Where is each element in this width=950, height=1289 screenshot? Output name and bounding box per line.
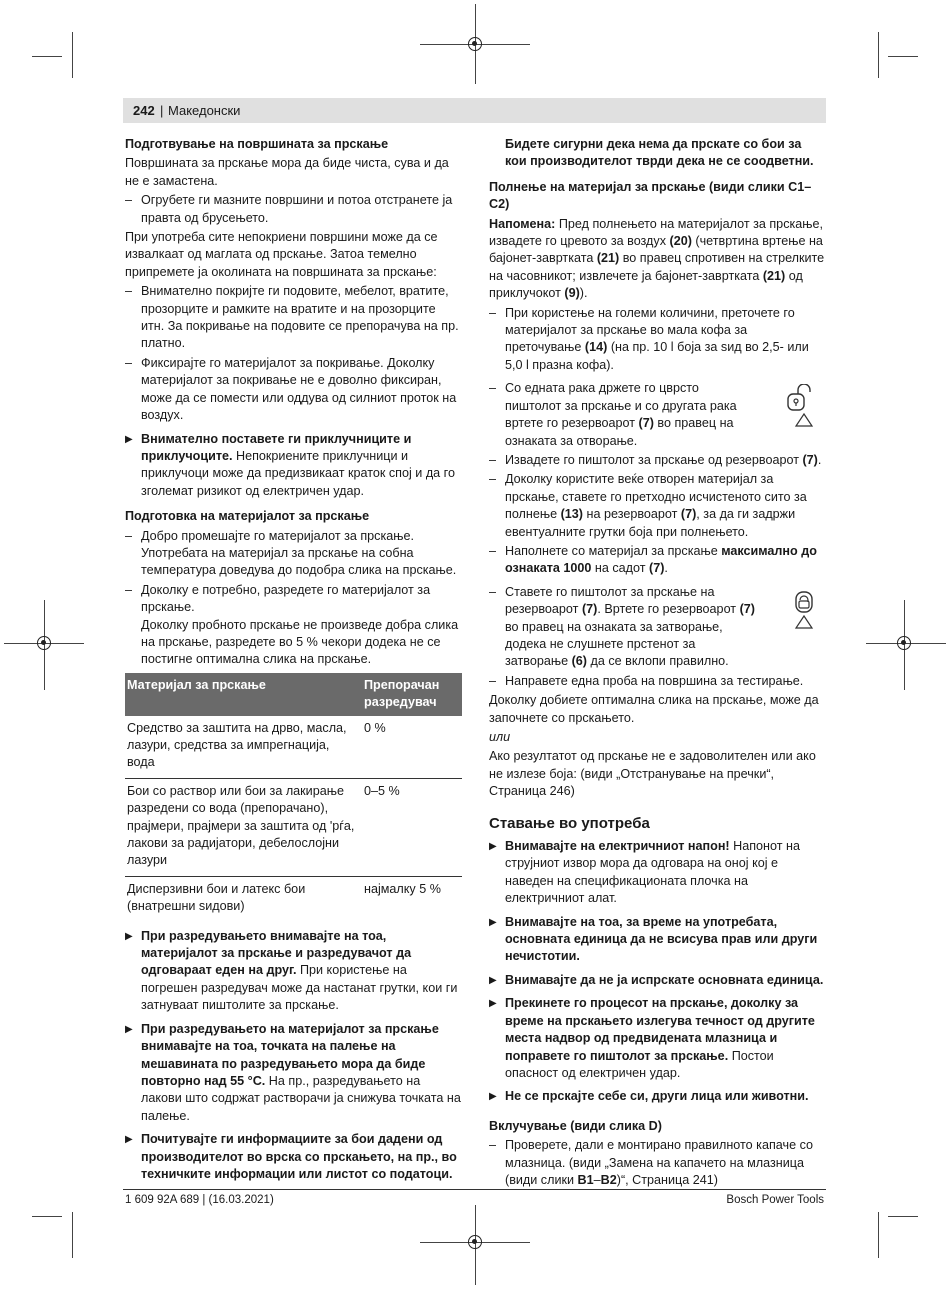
note-text: ). xyxy=(579,286,588,301)
warning-item xyxy=(125,928,462,1015)
crop-mark xyxy=(32,1216,62,1217)
right-column xyxy=(489,136,826,1191)
warning-bold: Не се прскајте себе си, други лица или животни. xyxy=(505,1089,809,1104)
list-text: При користење на големи количини, преточете го материјалот за прскање во мала кофа за преточување xyxy=(505,305,795,355)
list-item xyxy=(489,380,826,450)
warning-text: При користење на погрешен разредувач може да настанат грутки, кои ги затнуваат пиштолите за прскање. xyxy=(141,963,458,1013)
table-header-material: Материјал за прскање xyxy=(125,673,362,716)
list-text: – xyxy=(593,1172,601,1187)
section-title: Ставање во употреба xyxy=(489,814,650,832)
table-row xyxy=(125,716,462,779)
list-text: Ставете го пиштолот за прскање на резервоарот xyxy=(505,584,715,617)
crop-mark xyxy=(888,1216,918,1217)
ref-number: (14) xyxy=(584,340,608,355)
brand-label: Bosch Power Tools xyxy=(726,1194,824,1206)
list-item-text: Доколку пробното прскање не произведе добра слика на прскање, разредете во 5 % чекори додека не се постигне оптимална слика на прскање. xyxy=(141,617,459,667)
warning-item xyxy=(489,914,826,966)
warning-text: Непокриените приклучници и приклучоци може да предизвикаат краток спој и да го зголемат ризикот од електричен удар. xyxy=(141,448,455,498)
list-item: – Огрубете ги мазните површини и потоа отстранете ја правта од брусењето. xyxy=(125,192,462,227)
table-cell-material: Средство за заштита на дрво, масла, лазури, средства за импрегнација, вода xyxy=(125,716,362,779)
warning-bold: Прекинете го процесот на прскање, доколку за време на прскањето излегува течност од другите места надвор од предвидената млазница и поправете го пиштолот за прскање. xyxy=(505,996,815,1063)
ref-number: (6) xyxy=(571,654,587,669)
note-paragraph xyxy=(489,216,826,303)
paragraph: Површината за прскање мора да биде чиста, сува и да не е замастена. xyxy=(125,156,449,188)
warning-continuation: Бидете сигурни дека нема да прскате со бои за кои производителот тврди дека не се соодветни. xyxy=(505,137,814,169)
crop-mark xyxy=(878,32,879,78)
warning-text: На пр., разредувањето на лакови што содржат растворачи ја снижува точката на палење. xyxy=(141,1073,461,1123)
ref-number: (9) xyxy=(564,286,580,301)
left-column xyxy=(125,136,462,1187)
warning-text: Постои опасност од електричен удар. xyxy=(505,1048,774,1080)
note-text: Пред полнењето на материјалот за прскање, извадете го цревото за воздух xyxy=(489,216,824,249)
ref-number: (7) xyxy=(680,507,697,522)
document-number: 1 609 92A 689 | (16.03.2021) xyxy=(125,1194,274,1206)
table-cell-value: 0–5 % xyxy=(362,778,462,876)
lock-icon xyxy=(784,588,824,636)
page-number: 242 xyxy=(133,103,155,118)
warning-bold: Внимателно поставете ги приклучниците и приклучоците. xyxy=(141,431,412,463)
page-footer xyxy=(123,1189,826,1206)
table-header-row xyxy=(125,673,462,716)
warning-bold: Внимавајте на електричниот напон! xyxy=(505,839,730,854)
ref-number: (7) xyxy=(649,561,665,576)
list-text: Со едната рака држете го цврсто пиштолот за прскање и со другата рака вртете го резервоарот xyxy=(505,381,737,431)
paragraph-or: или xyxy=(489,730,511,744)
list-item xyxy=(489,452,826,469)
ref-number: (7) xyxy=(739,602,755,617)
list-item: – Внимателно покријте ги подовите, мебелот, вратите, прозорците и рамките на вратите и на прозорците итн. За покривање на подовите се препорачува на пр. платно. xyxy=(125,283,462,353)
warning-item xyxy=(125,431,462,501)
crop-mark xyxy=(878,1212,879,1258)
crop-mark xyxy=(32,56,62,57)
section-heading: Подготвување на површината за прскање xyxy=(125,137,389,151)
warning-item xyxy=(125,1131,462,1183)
warning-bold: Внимавајте на тоа, за време на употребата, основната единица да не всисува прав или други нечистотии. xyxy=(505,914,818,964)
warning-item xyxy=(489,972,826,989)
registration-mark-icon xyxy=(468,37,482,51)
list-text: . xyxy=(817,452,822,467)
warning-bold: Почитувајте ги информациите за бои дадени од производителот во врска со прскањето, на пр., во техничките информации или листот со податоци. xyxy=(141,1132,457,1181)
table-cell-material: Бои со раствор или бои за лакирање разредени со вода (препорачано), прајмери, прајмери за заштита од 'рѓа, лакови за радијатори, дебелослојни лазури xyxy=(125,778,362,876)
ref-number: (7) xyxy=(638,416,654,431)
list-text: (на пр. 10 l боја за ѕид во 2,5- или 5,0 l празна кофа). xyxy=(505,340,809,372)
language-label: Македонски xyxy=(168,103,241,118)
warning-item xyxy=(489,838,826,908)
warning-item xyxy=(125,1021,462,1125)
note-text: од приклучокот xyxy=(489,268,803,301)
table-cell-value: 0 % xyxy=(362,716,462,779)
paragraph: Доколку добиете оптимална слика на прскање, може да започнете со прскањето. xyxy=(489,693,819,725)
registration-mark-icon xyxy=(897,636,911,650)
paragraph: Ако резултатот од прскање не е задоволителен или ако не излезе боја: (види „Отстранување на пречки“, Страница 246) xyxy=(489,749,816,799)
registration-mark-icon xyxy=(468,1235,482,1249)
table-header-thinner: Препорачан разредувач xyxy=(362,673,462,716)
list-item-text: – Доколку е потребно, разредете го материјалот за прскање. xyxy=(141,582,431,615)
list-text: )“, Страница 241) xyxy=(616,1172,718,1187)
note-label: Напомена: xyxy=(489,216,556,231)
section-heading: Полнење на материјал за прскање (види слики C1–C2) xyxy=(489,179,812,212)
list-item: – Направете една проба на површина за тестирање. xyxy=(489,673,826,690)
warning-bold: Внимавајте да не ја испрскате основната единица. xyxy=(505,972,824,987)
list-text: Наполнете со материјал за прскање xyxy=(505,543,722,558)
list-text: на садот xyxy=(591,561,650,576)
list-text: , за да ги задржи евентуалните грутки боја при полнењето. xyxy=(505,507,796,539)
ref-number: (21) xyxy=(596,251,620,266)
warning-bold: При разредувањето внимавајте на тоа, материјалот за прскање и разредувачот да одговараат еден на друг. xyxy=(141,928,412,978)
ref-bold: B2 xyxy=(600,1172,617,1187)
table-row xyxy=(125,876,462,921)
ref-number: (20) xyxy=(669,234,692,249)
list-item xyxy=(489,305,826,375)
table-cell-value: најмалку 5 % xyxy=(364,881,441,896)
list-text: во правец на ознаката за отворање. xyxy=(505,416,734,448)
list-item xyxy=(489,543,826,578)
note-text: во правец спротивен на стрелките на часовникот; извлечете ја бајонет-завртката xyxy=(489,251,825,283)
table-row xyxy=(125,778,462,876)
list-text: на резервоарот xyxy=(583,507,681,522)
list-text: . Вртете го резервоарот xyxy=(597,602,740,617)
section-heading: Вклучување (види слика D) xyxy=(489,1118,662,1133)
list-item xyxy=(489,584,826,671)
list-text: во правец на ознаката за затворање, додека не слушнете прстенот за затворање xyxy=(505,619,723,669)
thinner-table xyxy=(125,673,462,922)
table-cell-material: Дисперзивни бои и латекс бои (внатрешни ѕидови) xyxy=(127,881,306,914)
list-item: – Фиксирајте го материјалот за покривање. Доколку материјалот за покривање не е доволно фиксиран, може да се помести или оддува од силниот проток на воздух. xyxy=(125,355,462,425)
header-separator: | xyxy=(160,103,164,118)
crop-mark xyxy=(72,1212,73,1258)
ref-bold: B1 xyxy=(577,1172,594,1187)
paragraph: При употреба сите непокриени површини може да се извалкаат од маглата од прскање. Затоа темелно припремете ја околината на површината за прскање: xyxy=(125,230,438,279)
registration-mark-icon xyxy=(37,636,51,650)
ref-number: (21) xyxy=(762,268,786,283)
crop-mark xyxy=(888,56,918,57)
list-text: Доколку користите веќе отворен материјал за прскање, ставете го претходно исчистеното сито за полнење xyxy=(505,472,807,522)
page-header xyxy=(123,98,826,123)
warning-text: Напонот на струјниот извор мора да одговара на оној кој е наведен на спецификационата плочка на електричниот алат. xyxy=(505,839,800,906)
note-text: (четвртина вртење на бајонет-завртката xyxy=(489,234,823,266)
list-item xyxy=(489,471,826,541)
list-item xyxy=(125,582,462,669)
ref-number: (7) xyxy=(802,452,818,467)
list-text: . xyxy=(664,561,668,576)
warning-item xyxy=(489,995,826,1082)
crop-mark xyxy=(72,32,73,78)
list-text: да се вклопи правилно. xyxy=(586,654,729,669)
list-bold: максимално до ознаката 1000 xyxy=(505,543,817,576)
list-text: Извадете го пиштолот за прскање од резервоарот xyxy=(505,452,803,467)
list-item xyxy=(489,1137,826,1189)
ref-number: (7) xyxy=(581,602,598,617)
list-text: Проверете, дали е монтирано правилното капаче со млазница. (види „Замена на капачето на млазница (види слики xyxy=(505,1138,814,1187)
section-heading: Подготовка на материјалот за прскање xyxy=(125,509,370,524)
ref-number: (13) xyxy=(560,507,583,522)
warning-bold: При разредувањето на материјалот за прскање внимавајте на тоа, точката на палење на мешавината по разредувањето мора да биде повторно над 55 °C. xyxy=(141,1021,439,1088)
unlock-icon xyxy=(784,384,824,432)
list-item: – Добро промешајте го материјалот за прскање. Употребата на материјал за прскање на собна температура доведува до подобра слика на прскање. xyxy=(125,528,462,580)
warning-item xyxy=(489,1088,826,1105)
